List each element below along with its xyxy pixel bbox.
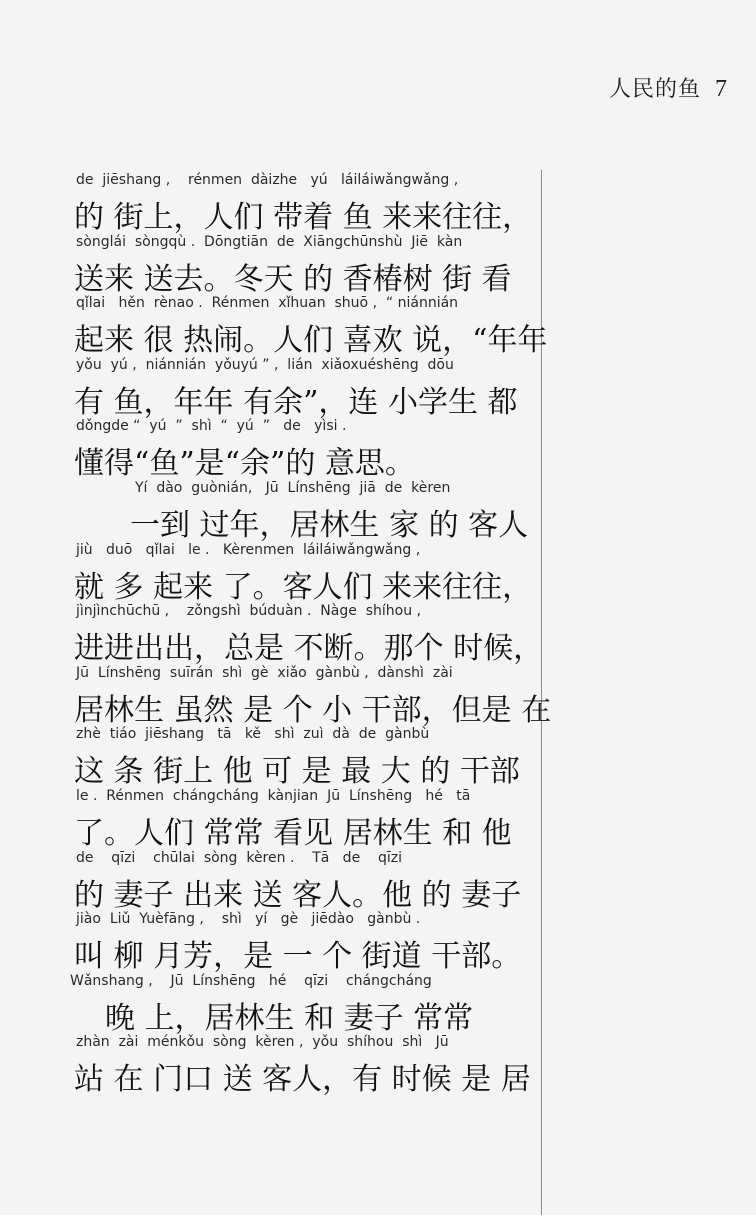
hanzi-line: 一到 过年，居林生 家 的 客人 — [130, 508, 529, 543]
hanzi-line: 叫 柳 月芳，是 一 个 街道 干部。 — [74, 939, 522, 975]
chapter-title: 人民的鱼 — [608, 77, 701, 102]
hanzi-line: 的 街上，人们 带着 鱼 来来往往， — [74, 200, 533, 235]
hanzi-line: 的 妻子 出来 送 客人。他 的 妻子 — [74, 877, 522, 913]
hanzi-line: 懂得“鱼”是“余”的 意思。 — [74, 446, 415, 482]
hanzi-line: 起来 很 热闹。人们 喜欢 说，“年年 — [74, 323, 548, 359]
hanzi-line: 晚 上，居林生 和 妻子 常常 — [105, 1000, 474, 1036]
pinyin-line: jìnjìnchūchū , zǒngshì búduàn . Nàge shíhou , — [76, 603, 422, 620]
pinyin-line: de qīzi chūlai sòng kèren . Tā de qīzi — [76, 849, 402, 866]
page-number: 7 — [715, 76, 728, 102]
hanzi-line: 了。人们 常常 看见 居林生 和 他 — [74, 816, 512, 851]
pinyin-line: le . Rénmen chángcháng kànjian Jū Línshēng hé tā — [76, 788, 471, 804]
pinyin-line: sònglái sòngqù . Dōngtiān de Xiāngchūnshù Jiē kàn — [76, 233, 463, 250]
pinyin-line: zhè tiáo jiēshang tā kě shì zuì dà de gànbù — [76, 726, 430, 743]
hanzi-line: 进进出出，总是 不断。那个 时候， — [74, 631, 544, 667]
hanzi-line: 这 条 街上 他 可 是 最 大 的 干部 — [74, 754, 520, 790]
pinyin-line: qǐlai hěn rènao . Rénmen xǐhuan shuō , “ niánnián — [76, 295, 459, 312]
hanzi-line: 就 多 起来 了。客人们 来来往往， — [74, 569, 533, 605]
pinyin-line: de jiēshang , rénmen dàizhe yú láiláiwǎngwǎng , — [76, 172, 459, 188]
pinyin-line: yǒu yú , niánnián yǒuyú ” , lián xiǎoxuéshēng dōu — [76, 356, 454, 373]
running-header — [609, 72, 728, 103]
pinyin-line: Jū Línshēng suīrán shì gè xiǎo gànbù , dànshì zài — [76, 664, 453, 681]
pinyin-line: Wǎnshang , Jū Línshēng hé qīzi chángcháng — [70, 972, 432, 989]
hanzi-line: 有 鱼，年年 有余”，连 小学生 都 — [74, 384, 518, 420]
hanzi-line: 送来 送去。冬天 的 香椿树 街 看 — [74, 261, 512, 297]
hanzi-line: 站 在 门口 送 客人，有 时候 是 居 — [74, 1062, 531, 1098]
pinyin-line: zhàn zài ménkǒu sòng kèren , yǒu shíhou shì Jū — [76, 1034, 449, 1051]
pinyin-line: Yí dào guònián, Jū Línshēng jiā de kèren — [135, 480, 451, 496]
hanzi-line: 居林生 虽然 是 个 小 干部，但是 在 — [74, 692, 552, 728]
pinyin-line: jiù duō qǐlai le . Kèrenmen láiláiwǎngwǎng , — [76, 541, 421, 558]
pinyin-line: jiào Liǔ Yuèfāng , shì yí gè jiēdào gànbù . — [76, 911, 421, 928]
pinyin-line: dǒngde “ yú ” shì “ yú ” de yìsi . — [76, 418, 347, 435]
